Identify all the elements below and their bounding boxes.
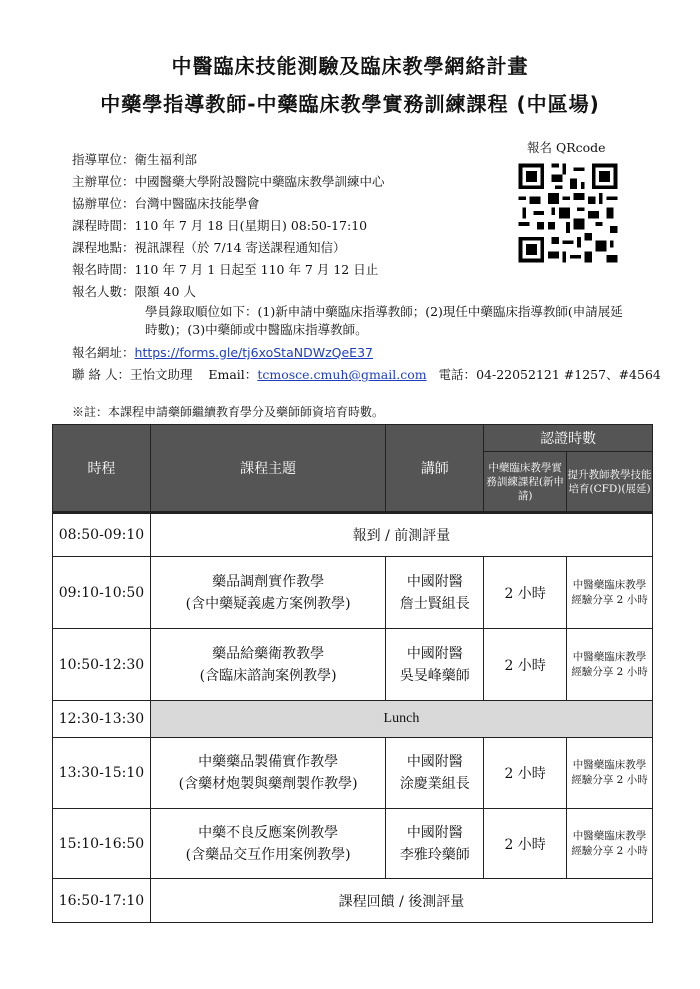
info-value: 110 年 7 月 1 日起至 110 年 7 月 12 日止 — [134, 262, 379, 277]
row-span-text: Lunch — [150, 701, 652, 738]
register-link[interactable]: https://forms.gle/tj6xoStaNDWzQeE37 — [134, 345, 373, 360]
lecturer-name: 詹士賢組長 — [399, 595, 470, 612]
table-row — [53, 513, 653, 557]
row-span-text: 課程回饋 / 後測評量 — [150, 879, 652, 923]
cfd-line1: 中醫藥臨床教學 — [572, 650, 647, 663]
lecturer-name: 吳旻峰藥師 — [399, 667, 470, 684]
lecturer-org: 中國附醫 — [406, 824, 463, 841]
title-main: 中醫臨床技能測驗及臨床教學網絡計畫 — [171, 54, 529, 78]
header-topic: 課程主題 — [150, 425, 386, 513]
table-row — [53, 701, 653, 738]
table-row — [53, 879, 653, 923]
cfd-line1: 中醫藥臨床教學 — [572, 578, 647, 591]
lecturer-org: 中國附醫 — [406, 754, 463, 770]
info-row-contact — [72, 364, 661, 386]
topic-title: 中藥藥品製備實作教學 — [198, 754, 339, 770]
row-lecturer — [386, 629, 484, 701]
row-hours: 2 小時 — [484, 809, 567, 879]
info-value: 視訊課程（於 7/14 寄送課程通知信） — [134, 240, 346, 255]
table-row — [53, 809, 653, 879]
row-cfd — [567, 557, 653, 629]
lecturer-name: 涂慶業組長 — [399, 776, 470, 792]
lecturer-org: 中國附醫 — [406, 645, 463, 662]
row-span-text: 報到 / 前測評量 — [150, 513, 652, 557]
info-label: 聯 絡 人： — [72, 367, 130, 382]
info-value: 限額 40 人 — [134, 284, 196, 299]
topic-subtitle: (含藥材炮製與藥劑製作教學) — [178, 776, 358, 792]
info-label: 報名人數： — [72, 284, 135, 299]
row-hours: 2 小時 — [484, 557, 567, 629]
row-cfd — [567, 629, 653, 701]
qr-code[interactable] — [515, 160, 621, 266]
info-value: 110 年 7 月 18 日(星期日) 08:50-17:10 — [134, 218, 368, 233]
info-value: 台灣中醫臨床技能學會 — [134, 196, 260, 211]
lecturer-org: 中國附醫 — [406, 573, 463, 590]
row-topic — [150, 738, 386, 809]
row-topic — [150, 557, 386, 629]
cfd-line1: 中醫藥臨床教學 — [572, 829, 647, 842]
email-label: Email： — [208, 367, 258, 382]
row-lecturer — [386, 557, 484, 629]
cfd-line2: 經驗分享 2 小時 — [571, 774, 648, 786]
row-time: 12:30-13:30 — [53, 701, 151, 738]
lecturer-name: 李雅玲藥師 — [399, 846, 470, 863]
footnote: ※註：本課程申請藥師繼續教育學分及藥師師資培育時數。 — [72, 405, 385, 419]
topic-subtitle: (含藥品交互作用案例教學) — [185, 846, 351, 863]
header-lecturer: 講師 — [386, 425, 484, 513]
info-label: 課程地點： — [72, 240, 135, 255]
cfd-line2: 經驗分享 2 小時 — [571, 593, 648, 606]
info-label: 報名網址： — [72, 345, 135, 360]
row-lecturer — [386, 809, 484, 879]
phone-label: 電話： — [438, 367, 477, 382]
row-cfd — [567, 809, 653, 879]
row-hours: 2 小時 — [484, 738, 567, 809]
row-topic — [150, 629, 386, 701]
topic-title: 中藥不良反應案例教學 — [198, 824, 339, 841]
row-hours: 2 小時 — [484, 629, 567, 701]
table-row — [53, 557, 653, 629]
table-row — [53, 738, 653, 809]
info-value: 衛生福利部 — [134, 152, 198, 167]
qr-label: 報名 QRcode — [527, 140, 606, 155]
cfd-line2: 經驗分享 2 小時 — [571, 844, 648, 857]
cfd-line2: 經驗分享 2 小時 — [571, 665, 648, 678]
admission-priority-note: 學員錄取順位如下：(1)新申請中藥臨床指導教師；(2)現任中藥臨床指導教師(申請展延時數)；(3)中藥師或中醫臨床指導教師。 — [145, 304, 623, 337]
header-credit-cfd: 提升教師教學技能培育(CFD)(展延) — [567, 452, 653, 513]
contact-name: 王怡文助理 — [129, 367, 193, 382]
info-label: 協辦單位： — [72, 196, 135, 211]
header-credit-new: 中藥臨床教學實務訓練課程(新申請) — [484, 452, 567, 513]
email-link[interactable]: tcmosce.cmuh@gmail.com — [257, 367, 427, 382]
info-label: 課程時間： — [72, 218, 135, 233]
row-topic — [150, 809, 386, 879]
row-time: 15:10-16:50 — [53, 809, 151, 879]
topic-subtitle: (含臨床諮詢案例教學) — [199, 667, 337, 684]
topic-title: 藥品給藥衛教教學 — [212, 645, 325, 662]
row-lecturer — [386, 738, 484, 809]
table-row — [53, 629, 653, 701]
info-row-capacity — [72, 281, 661, 303]
topic-subtitle: (含中藥疑義處方案例教學) — [185, 595, 351, 612]
title-course: 中藥學指導教師-中藥臨床教學實務訓練課程 (中區場) — [100, 92, 600, 116]
row-time: 13:30-15:10 — [53, 738, 151, 809]
row-time: 09:10-10:50 — [53, 557, 151, 629]
cfd-line1: 中醫藥臨床教學 — [572, 759, 647, 771]
row-time: 10:50-12:30 — [53, 629, 151, 701]
header-credits: 認證時數 — [484, 425, 653, 452]
row-time: 08:50-09:10 — [53, 513, 151, 557]
info-row-register-url — [72, 342, 661, 364]
info-label: 主辦單位： — [72, 174, 135, 189]
row-cfd — [567, 738, 653, 809]
phone-number: 04-22052121 #1257、#4564 — [476, 367, 661, 382]
row-time: 16:50-17:10 — [53, 879, 151, 923]
schedule-table — [52, 424, 653, 923]
topic-title: 藥品調劑實作教學 — [212, 573, 325, 590]
info-value: 中國醫藥大學附設醫院中藥臨床教學訓練中心 — [134, 174, 385, 189]
info-label: 報名時間： — [72, 262, 135, 277]
info-label: 指導單位： — [72, 152, 135, 167]
header-time: 時程 — [53, 425, 151, 513]
